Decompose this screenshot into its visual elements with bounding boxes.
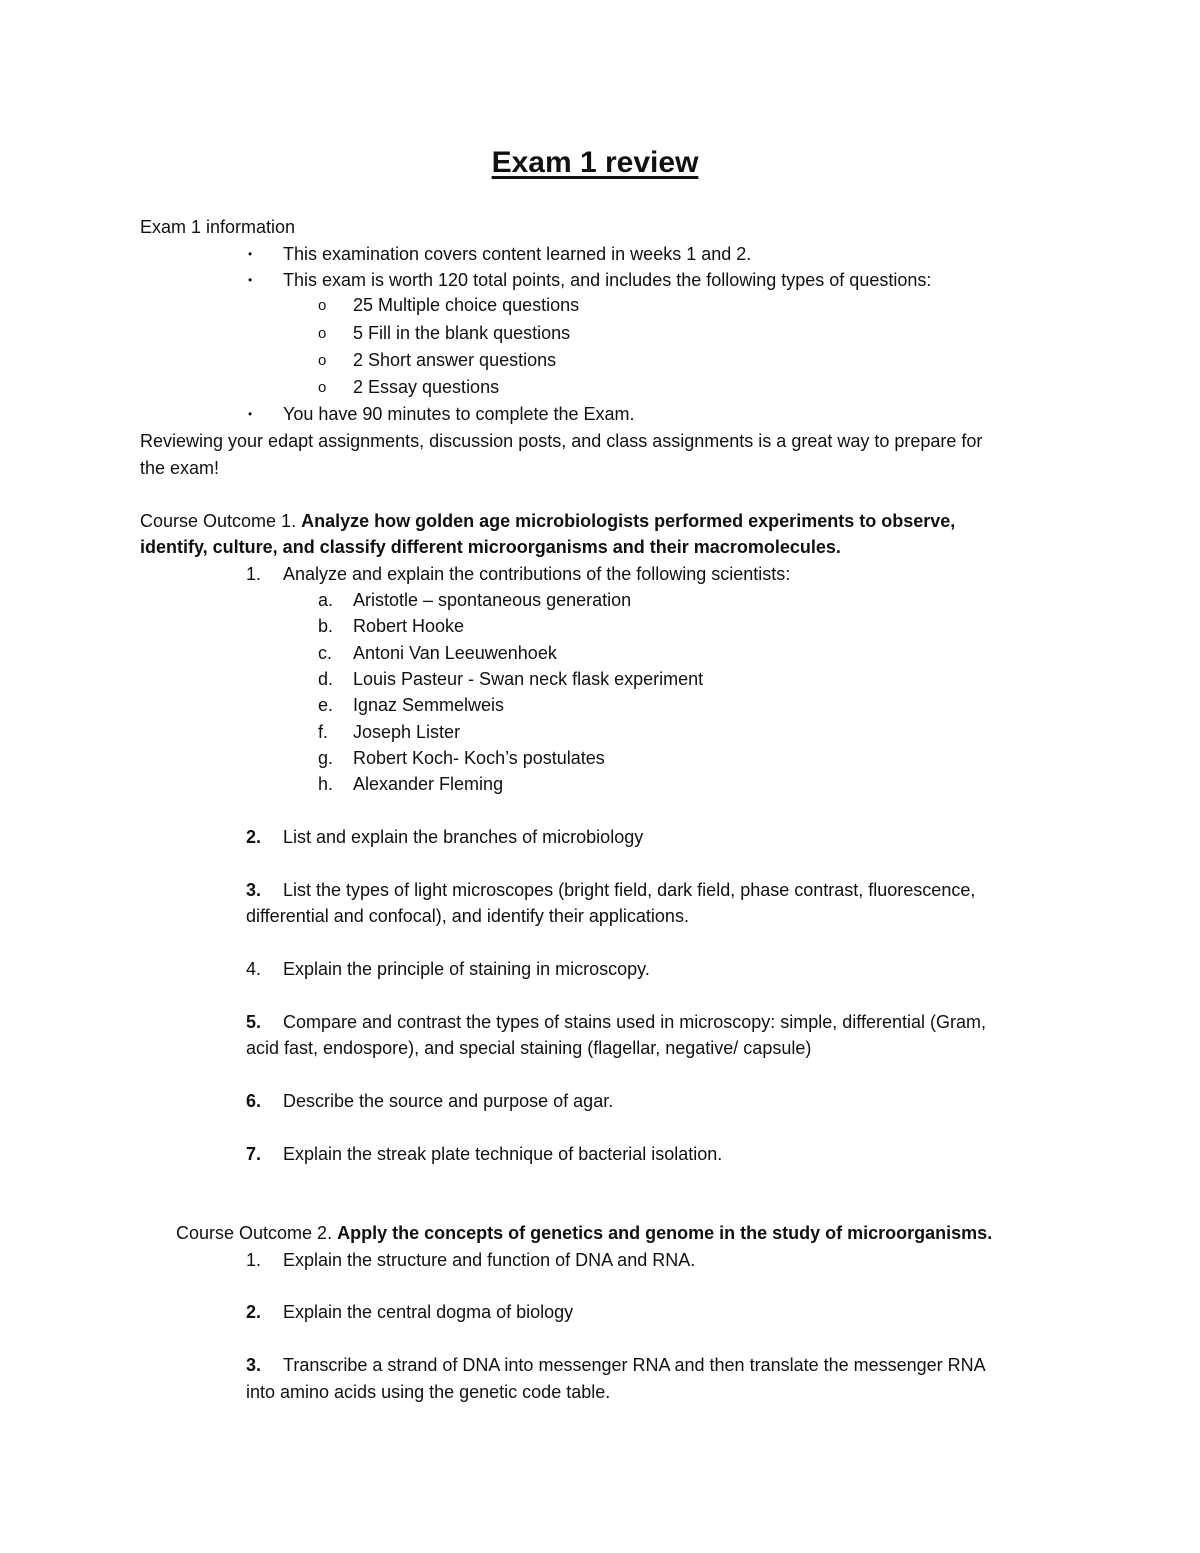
info-bullet: This examination covers content learned in weeks 1 and 2. (283, 244, 752, 264)
outcome2-item: Explain the structure and function of DNA and RNA. (283, 1250, 696, 1270)
scientist-item: Aristotle – spontaneous generation (353, 590, 632, 610)
item-number: 1. (246, 1250, 262, 1270)
scientist-item: Robert Koch- Koch’s postulates (353, 748, 605, 768)
question-type: 2 Essay questions (353, 377, 500, 397)
scientist-item: Antoni Van Leeuwenhoek (353, 643, 557, 663)
item-number: 5. (246, 1012, 262, 1032)
review-note: the exam! (140, 458, 220, 478)
info-heading: Exam 1 information (140, 217, 296, 237)
outcome1-item: Explain the principle of staining in microscopy. (283, 959, 650, 979)
scientist-item: Joseph Lister (353, 722, 461, 742)
question-type: 5 Fill in the blank questions (353, 323, 571, 343)
outcome1-item: Analyze and explain the contributions of the following scientists: (283, 564, 791, 584)
outcome1-text: identify, culture, and classify different microorganisms and their macromolecules. (140, 537, 841, 557)
scientist-item: Ignaz Semmelweis (353, 695, 505, 715)
bullet-icon: • (248, 247, 253, 261)
info-bullet: You have 90 minutes to complete the Exam. (283, 404, 635, 424)
review-note: Reviewing your edapt assignments, discussion posts, and class assignments is a great way to prepare for (140, 431, 983, 451)
scientist-item: Alexander Fleming (353, 774, 504, 794)
sub-bullet-icon: o (318, 325, 327, 342)
list-letter: e. (318, 695, 334, 715)
outcome1-item-cont: acid fast, endospore), and special staining (flagellar, negative/ capsule) (246, 1038, 812, 1058)
outcome1-item: Compare and contrast the types of stains used in microscopy: simple, differential (Gram, (283, 1012, 986, 1032)
outcome1-item-cont: differential and confocal), and identify their applications. (246, 906, 689, 926)
outcome2-item: Transcribe a strand of DNA into messenger RNA and then translate the messenger RNA (283, 1355, 986, 1375)
question-type: 25 Multiple choice questions (353, 295, 580, 315)
item-number: 4. (246, 959, 262, 979)
outcome1-label: Course Outcome 1. (140, 511, 297, 531)
outcome2-label: Course Outcome 2. (176, 1223, 333, 1243)
item-number: 7. (246, 1144, 262, 1164)
scientist-item: Robert Hooke (353, 616, 465, 636)
outcome1-item: List and explain the branches of microbiology (283, 827, 644, 847)
bullet-icon: • (248, 407, 253, 421)
list-letter: f. (318, 722, 329, 742)
list-letter: a. (318, 590, 334, 610)
question-type: 2 Short answer questions (353, 350, 557, 370)
list-letter: h. (318, 774, 334, 794)
item-number: 6. (246, 1091, 262, 1111)
outcome1-text: Analyze how golden age microbiologists performed experiments to observe, (301, 511, 956, 531)
item-number: 3. (246, 1355, 262, 1375)
item-number: 3. (246, 880, 262, 900)
page-title: Exam 1 review (491, 146, 699, 179)
outcome2-item: Explain the central dogma of biology (283, 1302, 574, 1322)
list-letter: g. (318, 748, 334, 768)
list-letter: b. (318, 616, 334, 636)
bullet-icon: • (248, 273, 253, 287)
list-letter: d. (318, 669, 334, 689)
item-number: 1. (246, 564, 262, 584)
outcome2-item-cont: into amino acids using the genetic code table. (246, 1382, 611, 1402)
list-letter: c. (318, 643, 333, 663)
info-bullet: This exam is worth 120 total points, and includes the following types of questions: (283, 270, 932, 290)
outcome1-item: Explain the streak plate technique of bacterial isolation. (283, 1144, 723, 1164)
sub-bullet-icon: o (318, 379, 327, 396)
sub-bullet-icon: o (318, 297, 327, 314)
scientist-item: Louis Pasteur - Swan neck flask experiment (353, 669, 704, 689)
outcome2-text: Apply the concepts of genetics and genome in the study of microorganisms. (337, 1223, 993, 1243)
item-number: 2. (246, 827, 262, 847)
outcome1-item: List the types of light microscopes (bright field, dark field, phase contrast, fluorescence, (283, 880, 976, 900)
outcome1-item: Describe the source and purpose of agar. (283, 1091, 614, 1111)
item-number: 2. (246, 1302, 262, 1322)
outcome2-heading (176, 1224, 992, 1242)
sub-bullet-icon: o (318, 352, 327, 369)
outcome1-heading (140, 512, 955, 530)
